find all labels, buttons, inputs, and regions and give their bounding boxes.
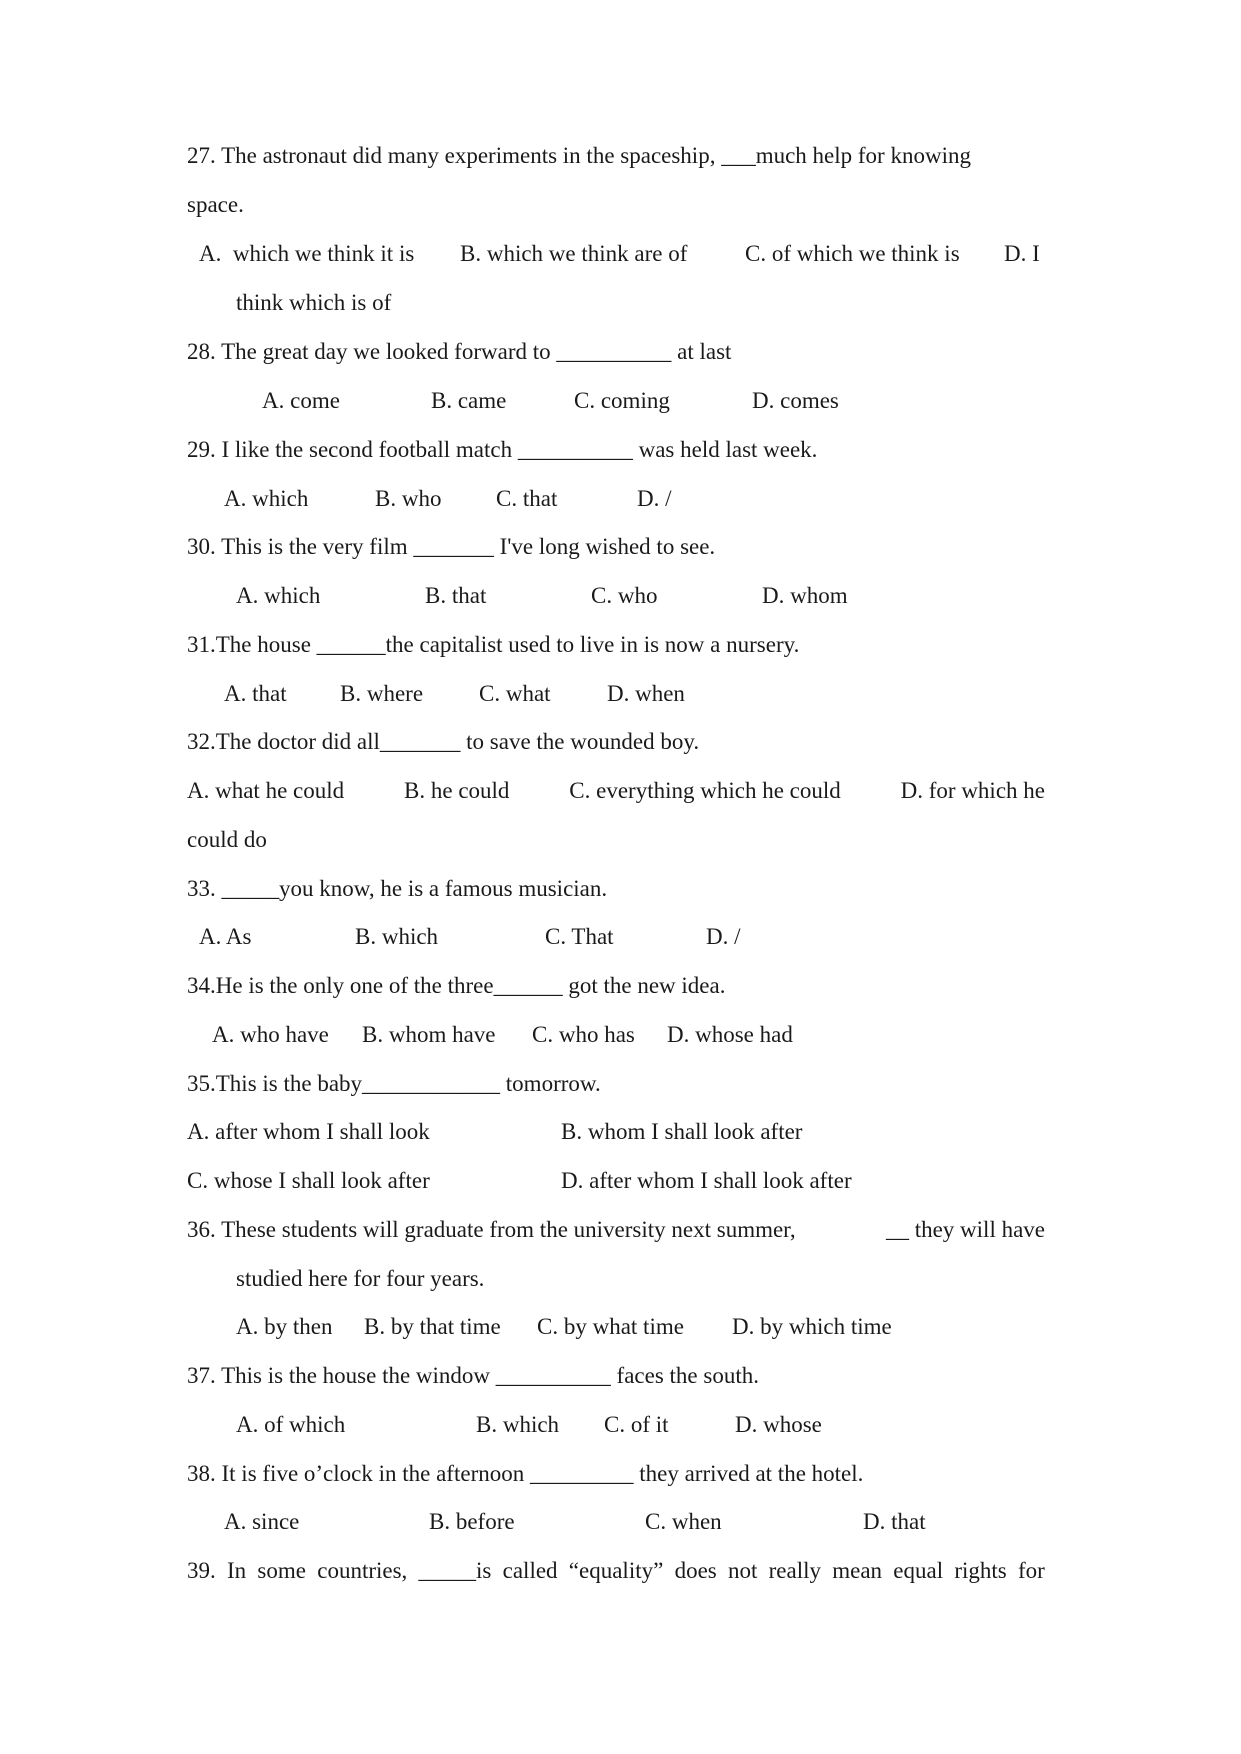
- question-31-option-c: C. what: [479, 681, 551, 706]
- question-30-option-b: B. that: [425, 583, 487, 608]
- question-27-option-c: C. of which we think is: [745, 241, 960, 266]
- question-32-options-row: [187, 777, 1045, 805]
- question-27-option-d: D. I: [1004, 241, 1040, 266]
- question-27-option-b: B. which we think are of: [460, 241, 688, 266]
- q39-word: rights: [954, 1558, 1007, 1583]
- question-38-option-b: B. before: [429, 1509, 515, 1534]
- q39-word: mean: [832, 1558, 883, 1583]
- question-33-stem: 33. _____you know, he is a famous musician.: [187, 876, 608, 901]
- question-30-option-a: A. which: [236, 583, 321, 608]
- q39-word: does: [674, 1558, 717, 1583]
- question-37-option-c: C. of it: [604, 1412, 669, 1437]
- q39-word: _____is: [418, 1558, 492, 1583]
- question-31-option-d: D. when: [607, 681, 685, 706]
- question-36-stem: [187, 1216, 1045, 1244]
- question-35-option-c: C. whose I shall look after: [187, 1168, 430, 1193]
- question-37-option-d: D. whose: [735, 1412, 822, 1437]
- question-34-option-d: D. whose had: [667, 1022, 793, 1047]
- question-29-option-b: B. who: [375, 486, 442, 511]
- question-32-option-a: A. what he could: [187, 778, 345, 803]
- question-36-option-d: D. by which time: [732, 1314, 892, 1339]
- question-33-option-b: B. which: [355, 924, 439, 949]
- question-38-option-d: D. that: [863, 1509, 926, 1534]
- question-29-stem: 29. I like the second football match __________ was held last week.: [187, 437, 818, 462]
- question-29-option-c: C. that: [496, 486, 558, 511]
- question-39-stem: [187, 1557, 1045, 1585]
- q39-word: equal: [893, 1558, 944, 1583]
- question-34-option-c: C. who has: [532, 1022, 635, 1047]
- question-32-option-c: C. everything which he could: [569, 778, 841, 803]
- question-36-option-a: A. by then: [236, 1314, 333, 1339]
- question-38-option-c: C. when: [645, 1509, 722, 1534]
- question-32-option-d-cont: could do: [187, 827, 267, 852]
- question-33-option-d: D. /: [706, 924, 741, 949]
- question-28-option-d: D. comes: [752, 388, 839, 413]
- question-28-stem: 28. The great day we looked forward to __________ at last: [187, 339, 732, 364]
- q39-word: In: [227, 1558, 247, 1583]
- question-32-option-d: D. for which he: [900, 778, 1045, 803]
- question-27-stem: 27. The astronaut did many experiments in the spaceship, ___much help for knowing: [187, 143, 971, 168]
- question-38-stem: 38. It is five o’clock in the afternoon _________ they arrived at the hotel.: [187, 1461, 864, 1486]
- question-33-option-a: A. As: [199, 924, 252, 949]
- question-29-option-d: D. /: [637, 486, 672, 511]
- q39-word: really: [768, 1558, 821, 1583]
- question-31-option-a: A. that: [224, 681, 287, 706]
- question-35-option-d: D. after whom I shall look after: [561, 1168, 852, 1193]
- question-31-stem: 31.The house ______the capitalist used to live in is now a nursery.: [187, 632, 800, 657]
- question-32-option-b: B. he could: [404, 778, 510, 803]
- question-37-option-b: B. which: [476, 1412, 560, 1437]
- question-36-option-b: B. by that time: [364, 1314, 501, 1339]
- question-35-option-b: B. whom I shall look after: [561, 1119, 803, 1144]
- question-28-option-a: A. come: [262, 388, 340, 413]
- question-37-stem: 37. This is the house the window __________ faces the south.: [187, 1363, 759, 1388]
- question-34-option-b: B. whom have: [362, 1022, 496, 1047]
- question-29-option-a: A. which: [224, 486, 309, 511]
- q39-word: for: [1018, 1558, 1045, 1583]
- question-30-stem: 30. This is the very film _______ I've long wished to see.: [187, 534, 716, 559]
- question-38-option-a: A. since: [224, 1509, 300, 1534]
- question-27-option-d-cont: think which is of: [236, 290, 392, 315]
- question-34-option-a: A. who have: [212, 1022, 329, 1047]
- q39-word: some: [257, 1558, 306, 1583]
- q39-word: not: [727, 1558, 758, 1583]
- question-30-option-c: C. who: [591, 583, 658, 608]
- question-33-option-c: C. That: [545, 924, 614, 949]
- question-27-option-a: A. which we think it is: [199, 241, 415, 266]
- question-37-option-a: A. of which: [236, 1412, 346, 1437]
- question-27-stem-cont: space.: [187, 192, 244, 217]
- q39-word: countries,: [317, 1558, 408, 1583]
- question-35-stem: 35.This is the baby____________ tomorrow.: [187, 1071, 601, 1096]
- question-34-stem: 34.He is the only one of the three______ got the new idea.: [187, 973, 726, 998]
- q39-word: called: [502, 1558, 558, 1583]
- question-28-option-b: B. came: [431, 388, 507, 413]
- question-32-stem: 32.The doctor did all_______ to save the wounded boy.: [187, 729, 700, 754]
- question-36-stem-end: __ they will have: [885, 1217, 1045, 1242]
- question-36-stem-start: 36. These students will graduate from the university next summer,: [187, 1217, 796, 1242]
- question-30-option-d: D. whom: [762, 583, 848, 608]
- question-36-stem-cont: studied here for four years.: [236, 1266, 485, 1291]
- q39-word: 39.: [187, 1558, 216, 1583]
- question-31-option-b: B. where: [340, 681, 424, 706]
- q39-word: “equality”: [568, 1558, 664, 1583]
- question-35-option-a: A. after whom I shall look: [187, 1119, 430, 1144]
- question-36-option-c: C. by what time: [537, 1314, 684, 1339]
- question-28-option-c: C. coming: [574, 388, 670, 413]
